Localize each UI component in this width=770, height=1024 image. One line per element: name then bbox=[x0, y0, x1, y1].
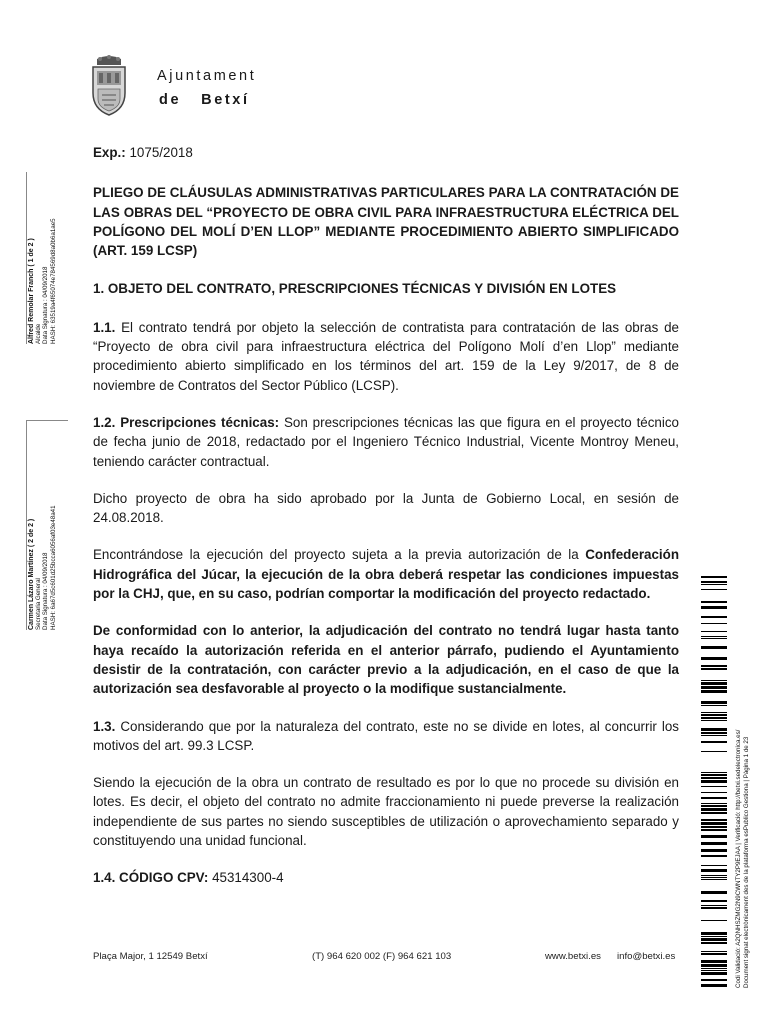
exp-label: Exp.: bbox=[93, 145, 126, 160]
barcode-bar bbox=[701, 855, 727, 857]
barcode-bar bbox=[701, 835, 727, 838]
paragraph-conformity: De conformidad con lo anterior, la adjudicación del contrato no tendrá lugar hasta tanto haya recaído la autorización referida en el anterior párrafo, pudiendo el Ayuntamiento desistir de la contratación, con carácter previo a la adjudicación, en el caso de que la autorización sea desfavorable al proyecto o la modifique sustancialmente. bbox=[93, 623, 679, 697]
barcode-bar bbox=[701, 907, 727, 909]
footer bbox=[93, 951, 679, 965]
clause-number: 1.1. bbox=[93, 319, 116, 335]
clause-text: Son prescripciones técnicas las que figura en el proyecto técnico de fecha junio de 2018, redactado por el Ingeniero Técnico Industrial, Vicente Montroy Meneu, teniendo carácter contractual. bbox=[93, 414, 679, 469]
clause-text: El contrato tendrá por objeto la selección de contratista para contratación de las obras de “Proyecto de obra civil para infraestructura eléctrica del Polígono Molí d’en Llop” mediante procedimiento abierto simplificado en los términos del art. 159 de la Ley 9/2017, de 8 de noviembre de Contratos del Sector Público (LCSP). bbox=[93, 319, 679, 393]
barcode-bar bbox=[701, 714, 727, 716]
footer-address: Plaça Major, 1 12549 Betxí bbox=[93, 951, 208, 962]
clause-text: Considerando que por la naturaleza del contrato, este no se divide en lotes, al concurrir los motivos del art. 99.3 LCSP. bbox=[93, 718, 679, 753]
chj-conditions: Confederación Hidrográfica del Júcar, la ejecución de la obra deberá respetar las condiciones impuestas por la CHJ, que, en su caso, podrían comportar la modificación del proyecto redactado. bbox=[93, 547, 679, 602]
barcode-bar bbox=[701, 812, 727, 814]
barcode-bar bbox=[701, 682, 727, 685]
barcode-bar bbox=[701, 581, 727, 583]
signer-name: Alfred Remolar Franch ( 1 de 2 ) bbox=[28, 238, 35, 344]
barcode-bar bbox=[701, 891, 727, 894]
signature-hash: HASH: 63519a4f65074e784569d8a0b6a1ae5 bbox=[49, 218, 57, 344]
barcode-bar bbox=[701, 589, 727, 590]
barcode-bar bbox=[701, 797, 727, 799]
barcode-bar bbox=[701, 774, 727, 776]
barcode-bar bbox=[701, 772, 727, 773]
barcode-bar bbox=[701, 741, 727, 743]
barcode-bar bbox=[701, 808, 727, 811]
barcode-bar bbox=[701, 984, 727, 987]
barcode-bar bbox=[701, 701, 727, 704]
barcode-bar bbox=[701, 751, 727, 752]
paragraph-chj bbox=[93, 545, 679, 603]
verification-caption bbox=[735, 730, 750, 988]
coat-of-arms-icon bbox=[88, 55, 130, 117]
barcode-bar bbox=[701, 712, 727, 713]
barcode-bar bbox=[701, 777, 727, 779]
barcode-bar bbox=[701, 717, 727, 719]
barcode-bar bbox=[701, 960, 727, 963]
barcode-bar bbox=[701, 879, 727, 880]
footer-email-link[interactable]: info@betxi.es bbox=[617, 951, 676, 962]
barcode-bar bbox=[701, 849, 727, 852]
barcode-bar bbox=[701, 819, 727, 821]
signer-role: Secretaria General bbox=[35, 578, 43, 630]
signature-box-1 bbox=[26, 172, 74, 350]
barcode-bar bbox=[701, 865, 727, 866]
barcode-bar bbox=[701, 735, 727, 736]
signature-text-2 bbox=[28, 505, 57, 630]
paragraph-1-4 bbox=[93, 868, 679, 887]
barcode-bar bbox=[701, 705, 727, 706]
barcode-bar bbox=[701, 822, 727, 825]
barcode-bar bbox=[701, 576, 727, 578]
clause-number: 1.3. bbox=[93, 718, 116, 734]
barcode-bar bbox=[701, 953, 727, 955]
barcode-bar bbox=[701, 869, 727, 872]
paragraph-1-3 bbox=[93, 717, 679, 756]
signature-hash: HASH: 6a67d5c601d25bcca6056af03e48a41 bbox=[49, 505, 57, 630]
barcode-bar bbox=[701, 728, 727, 731]
document-title: PLIEGO DE CLÁUSULAS ADMINISTRATIVAS PARTICULARES PARA LA CONTRATACIÓN DE LAS OBRAS DEL “PROYECTO DE OBRA CIVIL PARA INFRAESTRUCTURA ELÉCTRICA DEL POLÍGONO DEL MOLÍ D’EN LLOP” MEDIANTE PROCEDIMIENTO ABIERTO SIMPLIFICADO (ART. 159 LCSP) bbox=[93, 185, 679, 259]
barcode-bar bbox=[701, 606, 727, 609]
barcode-bar bbox=[701, 792, 727, 793]
paragraph-approval: Dicho proyecto de obra ha sido aprobado por la Junta de Gobierno Local, en sesión de 24.08.2018. bbox=[93, 490, 679, 526]
expedient-number bbox=[93, 143, 679, 162]
barcode-bar bbox=[701, 668, 727, 670]
barcode-bar bbox=[701, 932, 727, 935]
signature-date: Data Signatura : 04/09/2018 bbox=[42, 552, 50, 630]
barcode-bar bbox=[701, 972, 727, 975]
signer-role: Alcalde bbox=[35, 323, 43, 344]
section-heading: 1. OBJETO DEL CONTRATO, PRESCRIPCIONES TÉCNICAS Y DIVISIÓN EN LOTES bbox=[93, 281, 617, 297]
barcode-bar bbox=[701, 942, 727, 944]
exp-value: 1075/2018 bbox=[129, 145, 193, 160]
paragraph-1-1 bbox=[93, 318, 679, 395]
barcode-bar bbox=[701, 732, 727, 734]
barcode-bar bbox=[701, 900, 727, 902]
barcode-bar bbox=[701, 680, 727, 681]
barcode-bar bbox=[701, 720, 727, 721]
barcode-bar bbox=[701, 951, 727, 952]
barcode-bar bbox=[701, 636, 727, 637]
barcode-bar bbox=[701, 842, 727, 845]
barcode-bar bbox=[701, 979, 727, 981]
barcode-bar bbox=[701, 936, 727, 937]
cpv-value: 45314300-4 bbox=[208, 870, 284, 886]
barcode-bar bbox=[701, 938, 727, 941]
signature-text-1 bbox=[28, 218, 57, 344]
chj-intro: Encontrándose la ejecución del proyecto sujeta a la previa autorización de la bbox=[93, 547, 586, 563]
verification-code: Codi Validació: A2QNHSZMG2N9CWNTY2P9EJAA | Verificació: http://betxi.sedelectronica.es/ bbox=[735, 729, 742, 988]
document-body bbox=[93, 143, 679, 906]
paragraph-1-2 bbox=[93, 413, 679, 471]
verification-barcode bbox=[701, 576, 727, 988]
barcode-bar bbox=[701, 968, 727, 969]
signature-box-2 bbox=[26, 420, 74, 630]
barcode-bar bbox=[701, 638, 727, 639]
barcode-bar bbox=[701, 805, 727, 807]
footer-phones: (T) 964 620 002 (F) 964 621 103 bbox=[312, 951, 452, 962]
barcode-bar bbox=[701, 646, 727, 649]
signer-name: Carmen Lázaro Martínez ( 2 de 2 ) bbox=[28, 518, 35, 630]
barcode-bar bbox=[701, 826, 727, 828]
barcode-bar bbox=[701, 623, 727, 624]
barcode-bar bbox=[701, 829, 727, 831]
barcode-bar bbox=[701, 686, 727, 689]
cpv-label: 1.4. CÓDIGO CPV: bbox=[93, 870, 209, 886]
paragraph-result: Siendo la ejecución de la obra un contrato de resultado es por lo que no procede su división en lotes. Es decir, el objeto del contrato no admite fraccionamiento ni puede preverse la realización independiente de sus partes no siendo susceptibles de utilización o aprovechamiento separado y constituyendo una unidad funcional. bbox=[93, 775, 679, 849]
organization-place bbox=[159, 92, 250, 108]
barcode-bar bbox=[701, 690, 727, 693]
barcode-bar bbox=[701, 970, 727, 971]
footer-web-link[interactable]: www.betxi.es bbox=[545, 951, 601, 962]
barcode-bar bbox=[701, 780, 727, 783]
organization-name: Ajuntament bbox=[157, 68, 257, 84]
signature-date: Data Signatura : 04/09/2018 bbox=[42, 266, 50, 344]
org-town: Betxí bbox=[201, 92, 250, 108]
barcode-bar bbox=[701, 631, 727, 632]
clause-label: 1.2. Prescripciones técnicas: bbox=[93, 414, 280, 430]
org-preposition: de bbox=[159, 92, 182, 108]
barcode-bar bbox=[701, 875, 727, 876]
barcode-bar bbox=[701, 803, 727, 804]
barcode-bar bbox=[701, 920, 727, 921]
barcode-bar bbox=[701, 877, 727, 878]
barcode-bar bbox=[701, 964, 727, 967]
barcode-bar bbox=[701, 584, 727, 585]
barcode-bar bbox=[701, 905, 727, 906]
barcode-bar bbox=[701, 786, 727, 787]
barcode-bar bbox=[701, 665, 727, 667]
barcode-bar bbox=[701, 657, 727, 660]
barcode-bar bbox=[701, 616, 727, 618]
barcode-bar bbox=[701, 601, 727, 603]
verification-platform: Document signat electrònicament des de la plataforma esPublico Gestiona | Pàgina 1 de 23 bbox=[742, 736, 750, 988]
